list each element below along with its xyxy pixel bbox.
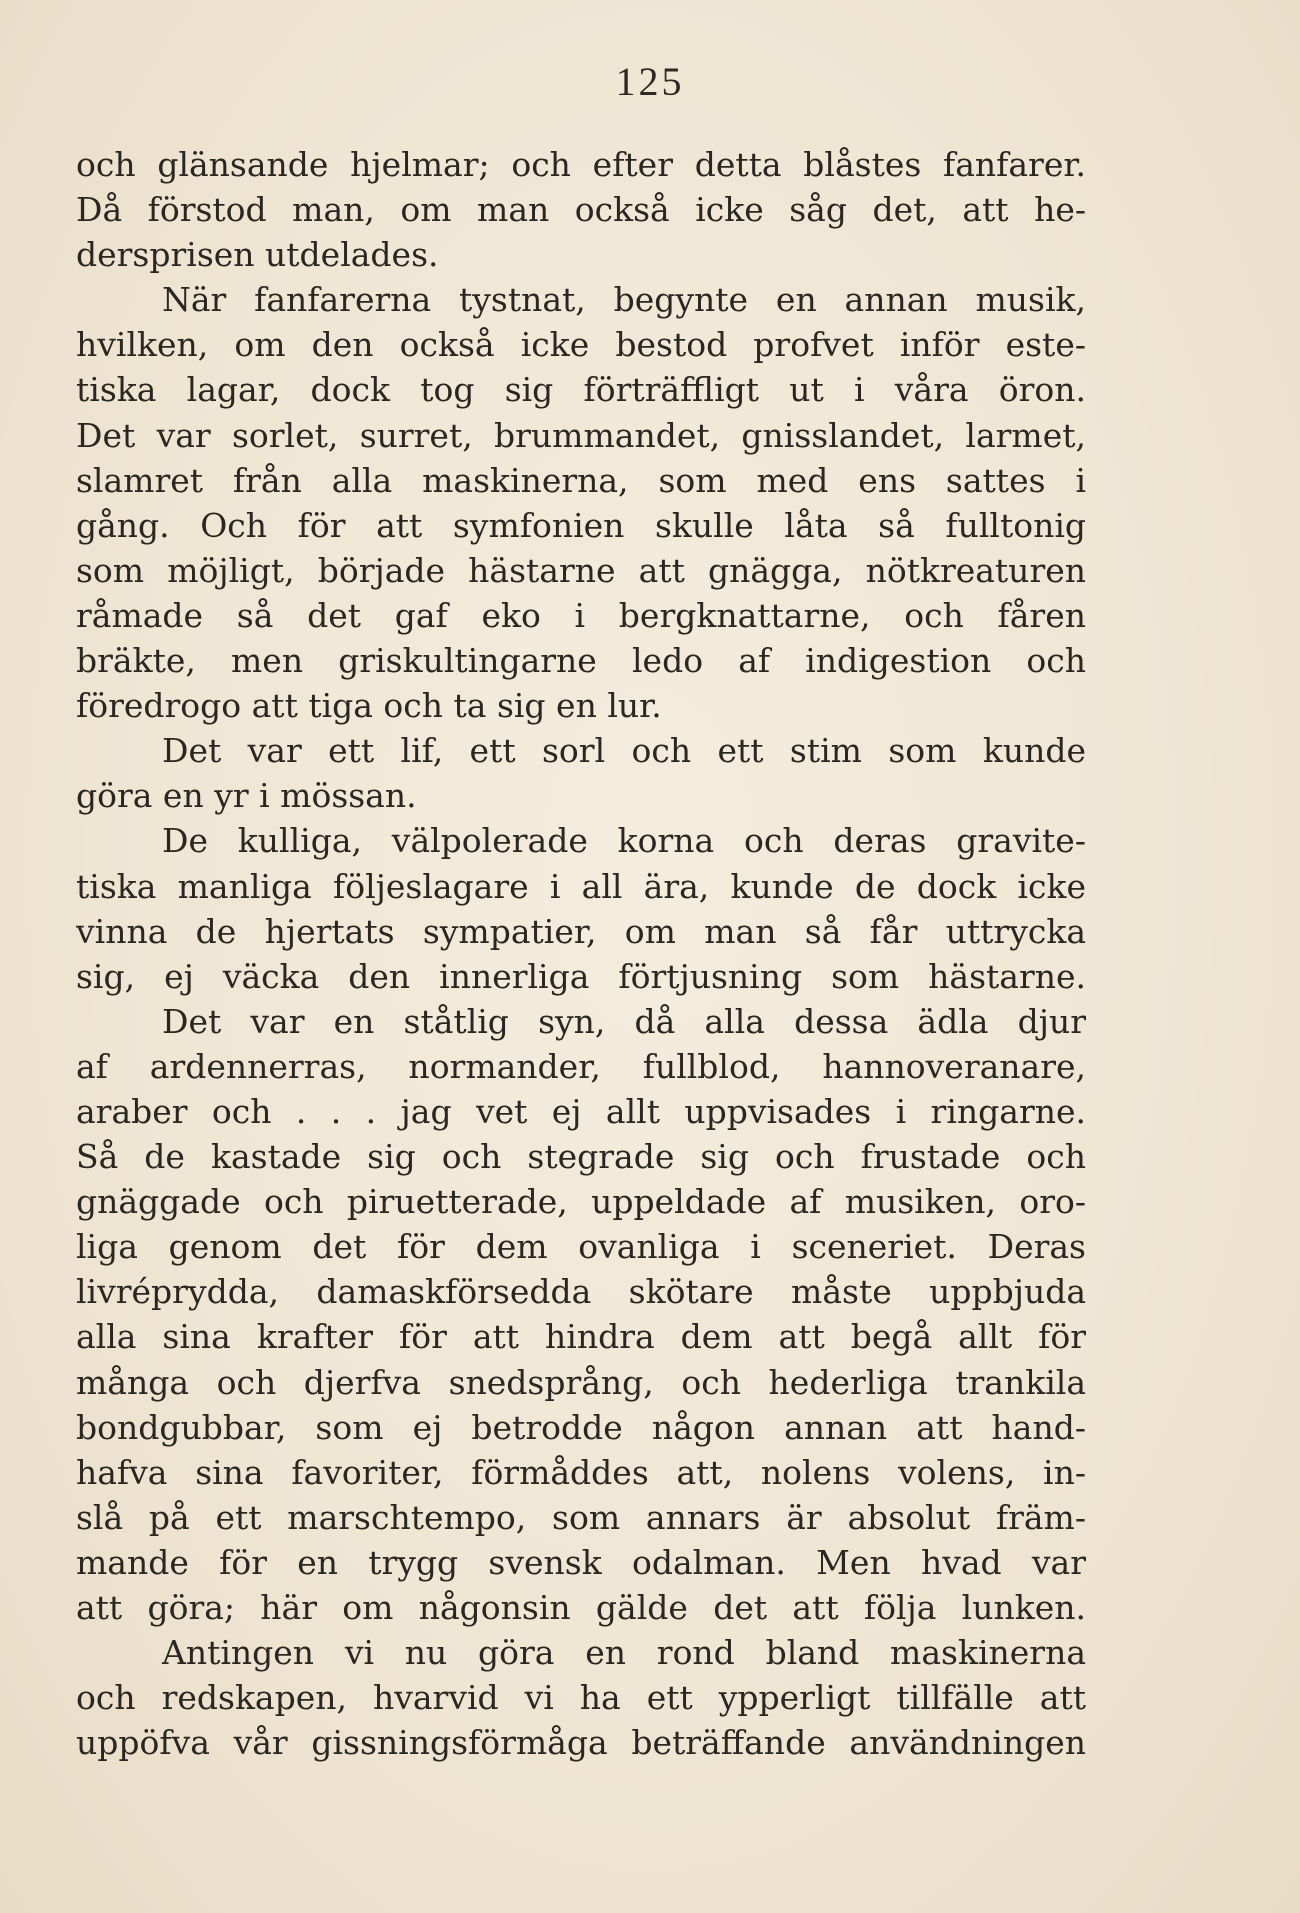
text-line: Så de kastade sig och stegrade sig och frustade och — [76, 1137, 1086, 1177]
text-line: uppöfva vår gissningsförmåga beträffande användningen — [76, 1723, 1086, 1763]
text-line: dersprisen utdelades. — [76, 235, 439, 275]
text-line: hafva sina favoriter, förmåddes att, nolens volens, in- — [76, 1452, 1086, 1492]
text-line: gnäggade och piruetterade, uppeldade af musiken, oro- — [76, 1182, 1086, 1222]
text-line: tiska manliga följeslagare i all ära, kunde de dock icke — [76, 866, 1086, 906]
text-line: De kulliga, välpolerade korna och deras gravite- — [162, 821, 1086, 861]
text-line: och redskapen, hvarvid vi ha ett ypperligt tillfälle att — [76, 1678, 1086, 1718]
text-line: Det var ett lif, ett sorl och ett stim som kunde — [162, 731, 1086, 771]
text-line: af ardennerras, normander, fullblod, hannoveranare, — [76, 1046, 1086, 1086]
text-line: många och djerfva snedsprång, och hederliga trankila — [76, 1362, 1086, 1402]
text-line: liga genom det för dem ovanliga i sceneriet. Deras — [76, 1227, 1086, 1267]
text-line: tiska lagar, dock tog sig förträffligt ut i våra öron. — [76, 370, 1086, 410]
text-line: När fanfarerna tystnat, begynte en annan musik, — [162, 280, 1086, 320]
text-line: gång. Och för att symfonien skulle låta så fulltonig — [76, 505, 1086, 545]
text-line: livréprydda, damaskförsedda skötare måste uppbjuda — [76, 1272, 1086, 1312]
text-line: och glänsande hjelmar; och efter detta blåstes fanfarer. — [76, 145, 1086, 184]
text-line: göra en yr i mössan. — [76, 776, 417, 816]
body-text — [76, 142, 1086, 1765]
text-line: sig, ej väcka den innerliga förtjusning som hästarne. — [76, 956, 1086, 996]
text-line: alla sina krafter för att hindra dem att begå allt för — [76, 1317, 1086, 1357]
text-line: Antingen vi nu göra en rond bland maskinerna — [162, 1633, 1086, 1673]
text-line: araber och . . . jag vet ej allt uppvisades i ringarne. — [76, 1091, 1086, 1131]
text-line: hvilken, om den också icke bestod profvet inför este- — [76, 325, 1086, 365]
text-line: bräkte, men griskultingarne ledo af indigestion och — [76, 641, 1086, 681]
text-line: som möjligt, började hästarne att gnägga, nötkreaturen — [76, 550, 1086, 590]
page-number: 125 — [615, 59, 685, 104]
text-line: Det var en ståtlig syn, då alla dessa ädla djur — [162, 1001, 1086, 1041]
text-line: råmade så det gaf eko i bergknattarne, och fåren — [76, 595, 1086, 635]
text-line: föredrogo att tiga och ta sig en lur. — [76, 686, 662, 726]
text-line: Det var sorlet, surret, brummandet, gnisslandet, larmet, — [76, 415, 1086, 455]
text-line: mande för en trygg svensk odalman. Men hvad var — [76, 1542, 1086, 1582]
text-line: Då förstod man, om man också icke såg det, att he- — [76, 190, 1086, 230]
text-line: att göra; här om någonsin gälde det att följa lunken. — [76, 1588, 1086, 1627]
text-line: vinna de hjertats sympatier, om man så får uttrycka — [76, 911, 1086, 951]
text-line: bondgubbar, som ej betrodde någon annan att hand- — [76, 1407, 1086, 1447]
text-line: slå på ett marschtempo, som annars är absolut främ- — [76, 1497, 1086, 1537]
text-line: slamret från alla maskinerna, som med ens sattes i — [76, 460, 1086, 500]
